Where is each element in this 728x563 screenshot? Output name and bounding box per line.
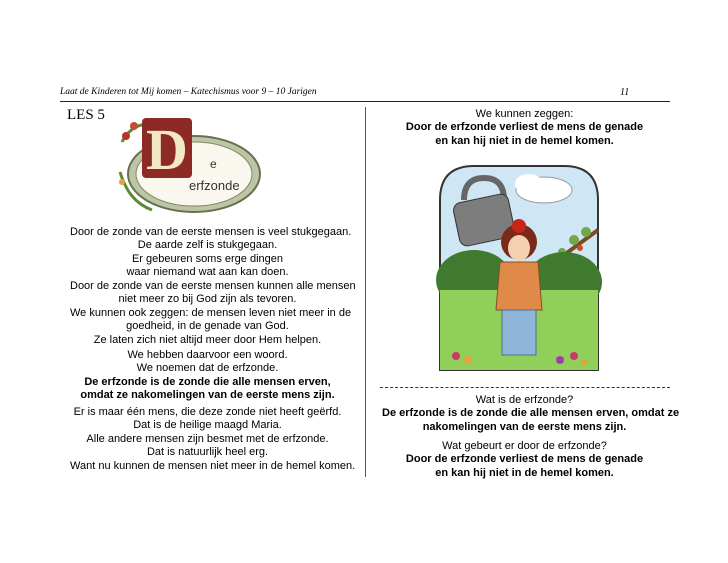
question-text: Wat gebeurt er door de erfzonde?	[442, 440, 607, 452]
bold-text-line: en kan hij niet in de hemel komen.	[435, 134, 614, 147]
text-line: goedheid, in de genade van God.	[126, 320, 289, 333]
dashed-separator	[380, 387, 670, 388]
text-line: Want nu kunnen de mensen niet meer in de hemel komen.	[70, 459, 356, 472]
bold-text-line: omdat ze nakomelingen van de eerste mens zijn.	[80, 389, 335, 402]
text-line: Alle andere mensen zijn besmet met de erfzonde.	[86, 432, 329, 445]
header-rule	[60, 101, 670, 102]
left-paragraph-3	[70, 349, 345, 403]
text-line: Door de zonde van de eerste mensen is veel stukgegaan.	[70, 226, 352, 238]
answer-text: De erfzonde is de zonde die alle mensen erven, omdat ze	[382, 407, 680, 420]
right-intro	[382, 108, 667, 148]
text-line: Dat is natuurlijk heel erg.	[146, 446, 269, 459]
answer-text: Door de erfzonde verliest de mens de genade	[405, 453, 644, 466]
left-paragraph-1	[70, 226, 352, 280]
girl-illustration	[434, 160, 604, 372]
title-letter: D	[146, 117, 188, 182]
text-line: Dat is de heilige maagd Maria.	[133, 419, 282, 432]
text-line: We noemen dat de erfzonde.	[136, 362, 279, 375]
lesson-label: LES 5	[67, 107, 105, 123]
title-word-e: e	[210, 157, 217, 171]
bold-text-line: Door de erfzonde verliest de mens de genade	[405, 121, 644, 134]
question-1-block	[382, 394, 680, 434]
question-text: Wat is de erfzonde?	[475, 394, 574, 406]
text-line: We kunnen ook zeggen: de mensen leven niet meer in de	[70, 306, 352, 319]
text-line: Er gebeuren soms erge dingen	[131, 252, 284, 265]
text-line: waar niemand wat aan kan doen.	[126, 266, 289, 279]
title-word-erfzonde: erfzonde	[189, 178, 240, 193]
column-divider	[365, 107, 366, 477]
text-line: Er is maar één mens, die deze zonde niet heeft geërfd.	[73, 406, 342, 418]
running-title: Laat de Kinderen tot Mij komen – Katechismus voor 9 – 10 Jarigen	[60, 87, 317, 97]
text-line: niet meer zo bij God zijn als tevoren.	[118, 293, 297, 306]
left-paragraph-2	[70, 280, 356, 347]
left-paragraph-4	[70, 406, 356, 473]
text-line: Door de zonde van de eerste mensen kunnen alle mensen	[70, 280, 356, 292]
question-2-block	[382, 440, 667, 480]
text-line: De aarde zelf is stukgegaan.	[137, 239, 278, 252]
page-number: 11	[620, 87, 630, 98]
title-illustration	[112, 112, 262, 217]
answer-text: en kan hij niet in de hemel komen.	[435, 466, 614, 479]
text-line: We kunnen zeggen:	[475, 108, 574, 120]
bold-text-line: De erfzonde is de zonde die alle mensen erven,	[84, 375, 331, 388]
answer-text: nakomelingen van de eerste mens zijn.	[422, 420, 627, 433]
text-line: Ze laten zich niet altijd meer door Hem helpen.	[93, 333, 322, 346]
text-line: We hebben daarvoor een woord.	[127, 349, 288, 361]
